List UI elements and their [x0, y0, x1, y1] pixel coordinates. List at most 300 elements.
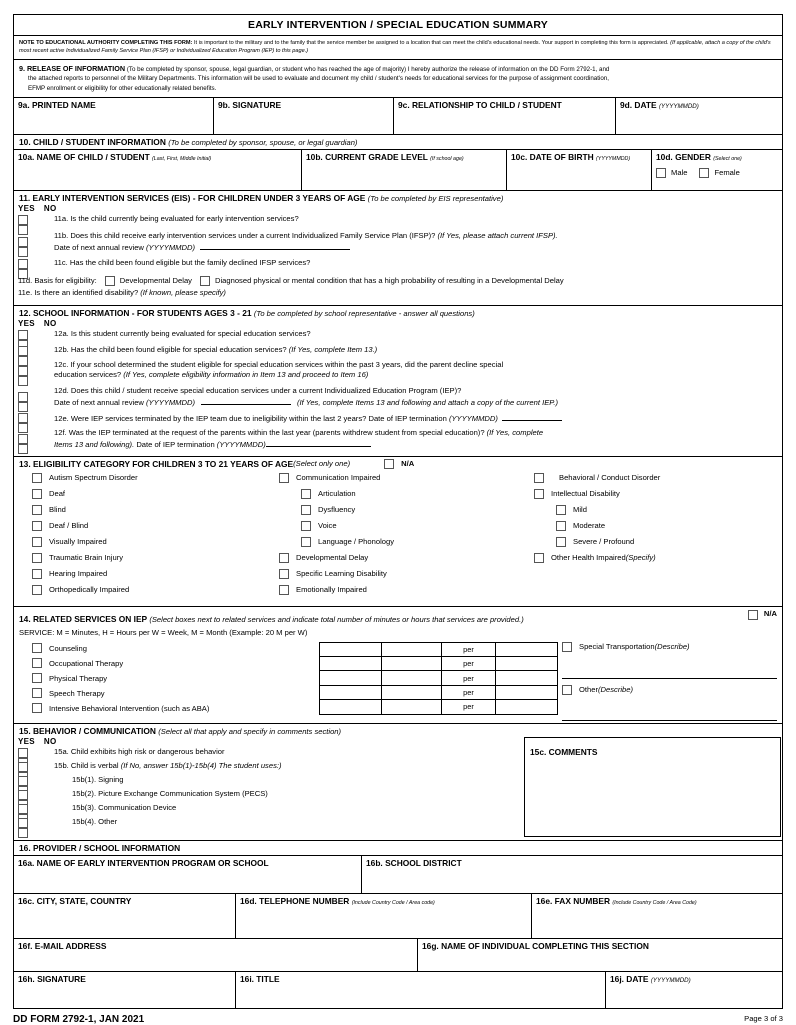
checkbox-12d-no[interactable]	[18, 402, 28, 412]
section-10-title: 10. CHILD / STUDENT INFORMATION	[19, 136, 169, 147]
section-11-yesno-header	[14, 203, 782, 213]
checkbox-speech-therapy[interactable]	[32, 688, 42, 698]
option-intellectual-disability[interactable]	[534, 486, 779, 502]
section-13-column-2	[279, 470, 529, 598]
checkbox-developmental-delay[interactable]	[279, 553, 289, 563]
option-hearing-impaired[interactable]	[32, 566, 282, 582]
service-speech-therapy[interactable]	[32, 686, 312, 701]
no-header-12: NO	[43, 318, 57, 328]
input-12f-termination-date[interactable]	[266, 438, 371, 447]
section-14-title: 14. RELATED SERVICES ON IEP	[19, 613, 150, 624]
option-mild[interactable]	[534, 502, 779, 518]
checkbox-15b2-yes[interactable]	[18, 790, 28, 800]
field-16g-individual-name[interactable]	[418, 939, 782, 971]
option-communication-impaired[interactable]	[279, 470, 529, 486]
section-15-body	[14, 736, 782, 840]
label-option: Blind	[49, 505, 66, 515]
question-11b	[14, 231, 777, 258]
section-16-header: 16. PROVIDER / SCHOOL INFORMATION	[14, 840, 782, 856]
checkbox-specific-learning-disability[interactable]	[279, 569, 289, 579]
form-id: DD FORM 2792-1, JAN 2021	[13, 1013, 145, 1025]
cell-unit[interactable]	[382, 671, 442, 685]
section-13-column-3	[534, 470, 779, 566]
form-footer	[13, 1009, 783, 1025]
cell-amount[interactable]	[320, 671, 382, 685]
release-of-information-block	[14, 60, 782, 98]
label-16f: 16f. E-MAIL ADDRESS	[18, 940, 107, 951]
label-16h: 16h. SIGNATURE	[18, 973, 86, 984]
hint-16d: (Include Country Code / Area code)	[351, 899, 435, 906]
question-12e	[14, 412, 777, 428]
option-deaf-blind[interactable]	[32, 518, 282, 534]
checkbox-gender-male[interactable]	[656, 168, 666, 178]
checkbox-intensive-behavioral-intervention[interactable]	[32, 703, 42, 713]
section-11-header	[14, 191, 782, 203]
checkbox-11d-diagnosed-condition[interactable]	[200, 276, 210, 286]
label-special-transportation: Special Transportation	[579, 642, 655, 652]
checkbox-15a-yes[interactable]	[18, 748, 28, 758]
checkbox-12d-yes[interactable]	[18, 392, 28, 402]
checkbox-mild[interactable]	[556, 505, 566, 515]
section-13-hint: (Select only one)	[293, 459, 351, 469]
checkbox-15b4-yes[interactable]	[18, 818, 28, 828]
label-option: Deaf / Blind	[49, 521, 89, 531]
section-14-right-options	[562, 642, 777, 721]
field-10d-gender	[652, 150, 782, 190]
section-11-title: 11. EARLY INTERVENTION SERVICES (EIS) - FOR CHILDREN UNDER 3 YEARS OF AGE	[19, 192, 368, 203]
checkbox-severe-profound[interactable]	[556, 537, 566, 547]
checkbox-emotionally-impaired[interactable]	[279, 585, 289, 595]
table-row	[320, 700, 558, 714]
table-row	[320, 671, 558, 685]
checkbox-physical-therapy[interactable]	[32, 673, 42, 683]
text-11c: 11c. Has the child been found eligible but the family declined IFSP services?	[54, 257, 311, 267]
label-16i: 16i. TITLE	[240, 973, 280, 984]
checkbox-deaf[interactable]	[32, 489, 42, 499]
cell-per: per	[442, 671, 496, 685]
cell-amount[interactable]	[320, 642, 382, 656]
checkbox-moderate[interactable]	[556, 521, 566, 531]
text-12d-line2: Date of next annual review	[54, 397, 147, 407]
label-option: Articulation	[318, 489, 356, 499]
field-9c-relationship[interactable]	[394, 98, 616, 134]
provider-name-row	[14, 856, 782, 894]
note-to-educational-authority	[14, 36, 782, 60]
note-text: It is important to the military and to the family that the service member be assigned to a location that can meet the child's educational needs. Your support in completing this form is appreciated.	[192, 40, 671, 46]
section-14-hint: (Select boxes next to related services and indicate total number of minutes or hours that services are provided.)	[149, 614, 524, 624]
input-12e-termination-date[interactable]	[502, 412, 562, 421]
label-option: Traumatic Brain Injury	[49, 553, 123, 563]
release-line1: (To be completed by sponsor, spouse, legal guardian, or student who has reached the age of majority) I hereby authorize the release of information on the DD Form 2792-1, and	[125, 65, 610, 73]
cell-per: per	[442, 642, 496, 656]
table-row	[320, 642, 558, 656]
checkbox-gender-female[interactable]	[699, 168, 709, 178]
no-header-11: NO	[43, 203, 57, 213]
checkbox-autism-spectrum-disorder[interactable]	[32, 473, 42, 483]
checkbox-15b4-no[interactable]	[18, 828, 28, 838]
question-11c	[14, 258, 777, 274]
section-13-column-1	[32, 470, 282, 598]
label-16b: 16b. SCHOOL DISTRICT	[366, 857, 462, 868]
italic-12c: (If Yes, complete eligibility information in Item 13 and proceed to Item 16)	[123, 369, 369, 379]
section-14-legend: SERVICE: M = Minutes, H = Hours per W = Week, M = Month (Example: 20 M per W)	[19, 627, 308, 637]
text-15b: 15b. Child is verbal	[54, 760, 121, 770]
section-11-questions	[14, 213, 782, 305]
checkbox-15b-yes[interactable]	[18, 762, 28, 772]
checkbox-12c-yes[interactable]	[18, 366, 28, 376]
cell-per: per	[442, 685, 496, 699]
label-option: Severe / Profound	[573, 537, 635, 547]
label-option: Behavioral / Conduct Disorder	[559, 473, 661, 483]
hint-9d: (YYYYMMDD)	[658, 102, 699, 110]
field-9d-date[interactable]	[616, 98, 782, 134]
note-label: NOTE TO EDUCATIONAL AUTHORITY COMPLETING THIS FORM:	[19, 40, 193, 46]
checkbox-dysfluency[interactable]	[301, 505, 311, 515]
option-emotionally-impaired[interactable]	[279, 582, 529, 598]
label-other-service: Other	[579, 685, 598, 695]
input-special-transportation-describe[interactable]	[562, 652, 777, 679]
table-row	[320, 685, 558, 699]
field-10a-name[interactable]	[14, 150, 302, 190]
question-12f	[14, 428, 777, 454]
option-special-transportation[interactable]	[562, 642, 777, 652]
text-15a: 15a. Child exhibits high risk or dangerous behavior	[54, 746, 225, 756]
italic-11b: (If Yes, please attach current IFSP).	[437, 230, 558, 240]
label-10a: 10a. NAME OF CHILD / STUDENT	[18, 151, 153, 162]
question-12d	[14, 386, 777, 412]
hint-10d: (Select one)	[713, 155, 742, 162]
cell-frequency[interactable]	[496, 642, 558, 656]
hint-10b: (If school age)	[430, 155, 464, 162]
section-12-title: 12. SCHOOL INFORMATION - FOR STUDENTS AGES 3 - 21	[19, 307, 254, 318]
input-11b-review-date[interactable]	[200, 241, 350, 250]
label-service: Occupational Therapy	[49, 658, 124, 668]
cell-unit[interactable]	[382, 642, 442, 656]
option-orthopedically-impaired[interactable]	[32, 582, 282, 598]
release-line3: EFMP enrollment or eligibility for other educationally related benefits.	[28, 85, 217, 92]
field-16j-date[interactable]	[606, 972, 782, 1008]
field-16f-email[interactable]	[14, 939, 418, 971]
question-11e	[14, 288, 777, 303]
dd-form-2792-1	[13, 14, 783, 1009]
italic-12d-tail: (If Yes, complete Items 13 and following and attach a copy of the current IEP.)	[296, 397, 558, 407]
checkbox-voice[interactable]	[301, 521, 311, 531]
text-11b: 11b. Does this child receive early intervention services under a current Individualized Family Service Plan (IFSP)?	[54, 230, 438, 240]
checkbox-orthopedically-impaired[interactable]	[32, 585, 42, 595]
hint-other-service: (Describe)	[598, 685, 634, 695]
field-16d-telephone[interactable]	[236, 894, 532, 938]
label-option: Orthopedically Impaired	[49, 585, 130, 595]
option-other[interactable]	[562, 685, 777, 695]
checkbox-counseling[interactable]	[32, 643, 42, 653]
field-16e-fax[interactable]	[532, 894, 782, 938]
label-service: Physical Therapy	[49, 673, 108, 683]
field-9b-signature[interactable]	[214, 98, 394, 134]
label-10b: 10b. CURRENT GRADE LEVEL	[306, 151, 431, 162]
checkbox-hearing-impaired[interactable]	[32, 569, 42, 579]
text-12d: 12d. Does this child / student receive special education services under a current Individualized Education Program (IEP)?	[54, 385, 462, 395]
label-15c: 15c. COMMENTS	[530, 746, 598, 757]
label-16a: 16a. NAME OF EARLY INTERVENTION PROGRAM OR SCHOOL	[18, 857, 269, 868]
label-16c: 16c. CITY, STATE, COUNTRY	[18, 895, 132, 906]
cell-frequency[interactable]	[496, 685, 558, 699]
section-13-options	[14, 470, 782, 606]
option-autism-spectrum-disorder[interactable]	[32, 470, 282, 486]
question-12b	[14, 345, 777, 360]
checkbox-communication-impaired[interactable]	[279, 473, 289, 483]
label-16d: 16d. TELEPHONE NUMBER	[240, 895, 352, 906]
field-10c-dob[interactable]	[507, 150, 652, 190]
checkbox-11a-yes[interactable]	[18, 215, 28, 225]
section-14-body	[14, 639, 782, 723]
label-11e: 11e. Is there an identified disability?	[18, 287, 141, 297]
checkbox-traumatic-brain-injury[interactable]	[32, 553, 42, 563]
label-10d: 10d. GENDER	[656, 151, 714, 162]
checkbox-intellectual-disability[interactable]	[534, 489, 544, 499]
text-11b-line2: Date of next annual review	[54, 242, 147, 252]
option-blind[interactable]	[32, 502, 282, 518]
service-intensive-behavioral-intervention[interactable]	[32, 701, 312, 716]
label-option: Moderate	[573, 521, 606, 531]
hint-12e-date: (YYYYMMDD)	[448, 413, 498, 423]
provider-email-row	[14, 939, 782, 972]
hint-11b-date: (YYYYMMDD)	[146, 242, 195, 252]
section-10-header	[14, 135, 782, 150]
field-10b-grade[interactable]	[302, 150, 507, 190]
cell-frequency[interactable]	[496, 700, 558, 714]
section-15-header	[14, 723, 782, 736]
hint-other-health-impaired: (Specify)	[625, 553, 656, 563]
service-amount-table	[319, 642, 558, 715]
checkbox-15b1-yes[interactable]	[18, 776, 28, 786]
label-service: Counseling	[49, 643, 87, 653]
field-16a-program-name[interactable]	[14, 856, 362, 893]
section-15-hint: (Select all that apply and specify in comments section)	[158, 726, 342, 736]
checkbox-12f-yes[interactable]	[18, 434, 28, 444]
label-11d: 11d. Basis for eligibility:	[18, 276, 97, 286]
checkbox-12c-no[interactable]	[18, 376, 28, 386]
service-physical-therapy[interactable]	[32, 671, 312, 686]
field-15c-comments[interactable]	[524, 737, 781, 837]
label-16j: 16j. DATE	[610, 973, 651, 984]
input-12d-review-date[interactable]	[201, 396, 291, 405]
label-option: Mild	[573, 505, 587, 515]
label-gender-male: Male	[671, 168, 688, 178]
section-15-title: 15. BEHAVIOR / COMMUNICATION	[19, 725, 159, 736]
hint-10a: (Last, First, Middle Initial)	[152, 155, 212, 162]
cell-frequency[interactable]	[496, 671, 558, 685]
hint-16e: (Include Country Code / Area Code)	[612, 899, 697, 906]
cell-unit[interactable]	[382, 700, 442, 714]
label-option: Language / Phonology	[318, 537, 395, 547]
label-16g: 16g. NAME OF INDIVIDUAL COMPLETING THIS SECTION	[422, 940, 649, 951]
section-13-title: 13. ELIGIBILITY CATEGORY FOR CHILDREN 3 TO 21 YEARS OF AGE	[19, 458, 294, 469]
question-12c	[14, 360, 777, 386]
checkbox-12a-yes[interactable]	[18, 330, 28, 340]
option-behavioral-conduct-disorder[interactable]	[534, 470, 779, 486]
label-11d-opt2: Diagnosed physical or mental condition that has a high probability of resulting in a Developmental Delay	[214, 276, 564, 286]
label-16e: 16e. FAX NUMBER	[536, 895, 613, 906]
checkbox-14-na[interactable]	[748, 610, 758, 620]
label-10c: 10c. DATE OF BIRTH	[511, 151, 597, 162]
section-12-yesno-header	[14, 318, 782, 328]
label-option: Emotionally Impaired	[296, 585, 367, 595]
option-dysfluency[interactable]	[279, 502, 529, 518]
italic-12f-line2: Items 13 and following).	[54, 439, 135, 449]
cell-frequency[interactable]	[496, 657, 558, 671]
label-14-na: N/A	[763, 608, 777, 618]
text-12a: 12a. Is this student currently being evaluated for special education services?	[54, 328, 311, 338]
note-italic: (If applicable, attach a copy of the child's most recent active Individualized Family Service Plan (IFSP) or Individualized Education Program (IEP) to this page.)	[19, 40, 771, 55]
label-11d-opt1: Developmental Delay	[119, 276, 192, 286]
label-option: Deaf	[49, 489, 66, 499]
label-option: Communication Impaired	[296, 473, 381, 483]
italic-15b: (If No, answer 15b(1)-15b(4) The student uses:)	[120, 760, 282, 770]
section-11-hint: (To be completed by EIS representative)	[367, 193, 504, 203]
text-12e: 12e. Were IEP services terminated by the IEP team due to ineligibility within the last 2 years? Date of IEP termination	[54, 413, 449, 423]
checkbox-articulation[interactable]	[301, 489, 311, 499]
yes-header-12: YES	[18, 318, 35, 328]
text-12c-line2: education services?	[54, 369, 124, 379]
option-language-phonology[interactable]	[279, 534, 529, 550]
cell-per: per	[442, 657, 496, 671]
label-9a: 9a. PRINTED NAME	[18, 99, 96, 110]
input-other-describe[interactable]	[562, 695, 777, 721]
checkbox-blind[interactable]	[32, 505, 42, 515]
hint-10c: (YYYYMMDD)	[596, 155, 631, 162]
label-service: Intensive Behavioral Intervention (such as ABA)	[49, 703, 210, 713]
question-11a	[14, 214, 777, 231]
text-12f-line2: Date of IEP termination	[134, 439, 217, 449]
hint-special-transportation: (Describe)	[654, 642, 690, 652]
field-16c-city-state-country[interactable]	[14, 894, 236, 938]
checkbox-behavioral-conduct-disorder[interactable]	[534, 473, 544, 483]
option-articulation[interactable]	[279, 486, 529, 502]
option-voice[interactable]	[279, 518, 529, 534]
section-13-header	[14, 456, 782, 470]
label-option: Autism Spectrum Disorder	[49, 473, 138, 483]
label-13-na: N/A	[401, 459, 415, 469]
italic-12f: (If Yes, complete	[486, 427, 544, 437]
cell-amount[interactable]	[320, 685, 382, 699]
checkbox-11b-yes[interactable]	[18, 237, 28, 247]
child-info-row	[14, 150, 782, 191]
checkbox-deaf-blind[interactable]	[32, 521, 42, 531]
release-label: 9. RELEASE OF INFORMATION	[19, 63, 126, 73]
label-9c: 9c. RELATIONSHIP TO CHILD / STUDENT	[398, 99, 562, 110]
checkbox-12b-yes[interactable]	[18, 346, 28, 356]
section-12-header	[14, 305, 782, 318]
release-line2: the attached reports to personnel of the Military Departments. This information will be used to evaluate and document my child / student's needs for educational services for the purpose of assignment coordination,	[28, 75, 609, 83]
form-title: EARLY INTERVENTION / SPECIAL EDUCATION SUMMARY	[14, 15, 782, 36]
field-9a-printed-name[interactable]	[14, 98, 214, 134]
checkbox-11c-yes[interactable]	[18, 259, 28, 269]
checkbox-language-phonology[interactable]	[301, 537, 311, 547]
cell-amount[interactable]	[320, 700, 382, 714]
label-9d: 9d. DATE	[620, 99, 659, 110]
text-12c: 12c. If your school determined the student eligible for special education services within the past 3 years, did the parent decline special	[54, 359, 504, 369]
checkbox-11b-no[interactable]	[18, 247, 28, 257]
table-row	[320, 657, 558, 671]
section-10-hint: (To be completed by sponsor, spouse, or legal guardian)	[168, 137, 358, 147]
checkbox-13-na[interactable]	[384, 459, 394, 469]
cell-unit[interactable]	[382, 685, 442, 699]
section-12-hint: (To be completed by school representative - answer all questions)	[253, 308, 475, 318]
cell-amount[interactable]	[320, 657, 382, 671]
option-deaf[interactable]	[32, 486, 282, 502]
hint-12f-date: (YYYYMMDD)	[216, 439, 266, 449]
label-option: Hearing Impaired	[49, 569, 108, 579]
yes-header-15: YES	[18, 736, 35, 746]
checkbox-12e-yes[interactable]	[18, 413, 28, 423]
service-counseling[interactable]	[32, 641, 312, 656]
checkbox-occupational-therapy[interactable]	[32, 658, 42, 668]
label-option: Visually Impaired	[49, 537, 107, 547]
hint-16j: (YYYYMMDD)	[650, 976, 691, 984]
provider-contact-row	[14, 894, 782, 939]
section-14-services	[32, 641, 312, 716]
yes-header-11: YES	[18, 203, 35, 213]
text-15b1: 15b(1). Signing	[72, 774, 124, 784]
label-service: Speech Therapy	[49, 688, 105, 698]
text-11a: 11a. Is the child currently being evaluated for early intervention services?	[54, 213, 299, 223]
option-developmental-delay[interactable]	[279, 550, 529, 566]
provider-signature-row	[14, 972, 782, 1008]
question-12a	[14, 329, 777, 345]
field-16h-signature[interactable]	[14, 972, 236, 1008]
signature-row	[14, 98, 782, 135]
hint-12d-date: (YYYYMMDD)	[146, 397, 195, 407]
option-severe-profound[interactable]	[534, 534, 779, 550]
checkbox-other-health-impaired[interactable]	[534, 553, 544, 563]
label-option: Voice	[318, 521, 337, 531]
text-15b4: 15b(4). Other	[72, 816, 118, 826]
field-16i-title[interactable]	[236, 972, 606, 1008]
option-other-health-impaired[interactable]	[534, 550, 779, 566]
hint-11e: (If known, please specify)	[140, 287, 226, 297]
text-15b3: 15b(3). Communication Device	[72, 802, 177, 812]
checkbox-other-service[interactable]	[562, 685, 572, 695]
label-option: Intellectual Disability	[551, 489, 620, 499]
text-12f: 12f. Was the IEP terminated at the request of the parents within the last year (parents withdrew student from special education)?	[54, 427, 487, 437]
checkbox-11d-developmental-delay[interactable]	[105, 276, 115, 286]
label-option: Dysfluency	[318, 505, 356, 515]
label-9b: 9b. SIGNATURE	[218, 99, 282, 110]
question-11d	[14, 274, 777, 288]
page-number: Page 3 of 3	[744, 1013, 783, 1023]
section-12-questions	[14, 328, 782, 456]
option-visually-impaired[interactable]	[32, 534, 282, 550]
field-16b-school-district[interactable]	[362, 856, 782, 893]
label-option: Specific Learning Disability	[296, 569, 387, 579]
cell-per: per	[442, 700, 496, 714]
option-traumatic-brain-injury[interactable]	[32, 550, 282, 566]
label-option: Developmental Delay	[296, 553, 369, 563]
checkbox-visually-impaired[interactable]	[32, 537, 42, 547]
cell-unit[interactable]	[382, 657, 442, 671]
checkbox-15b3-yes[interactable]	[18, 804, 28, 814]
service-occupational-therapy[interactable]	[32, 656, 312, 671]
checkbox-special-transportation[interactable]	[562, 642, 572, 652]
italic-12b: (If Yes, complete Item 13.)	[288, 344, 378, 354]
checkbox-12f-no[interactable]	[18, 444, 28, 454]
option-moderate[interactable]	[534, 518, 779, 534]
no-header-15: NO	[43, 736, 57, 746]
label-option: Other Health Impaired	[551, 553, 626, 563]
section-14-header	[14, 606, 782, 627]
label-gender-female: Female	[714, 168, 740, 178]
option-specific-learning-disability[interactable]	[279, 566, 529, 582]
